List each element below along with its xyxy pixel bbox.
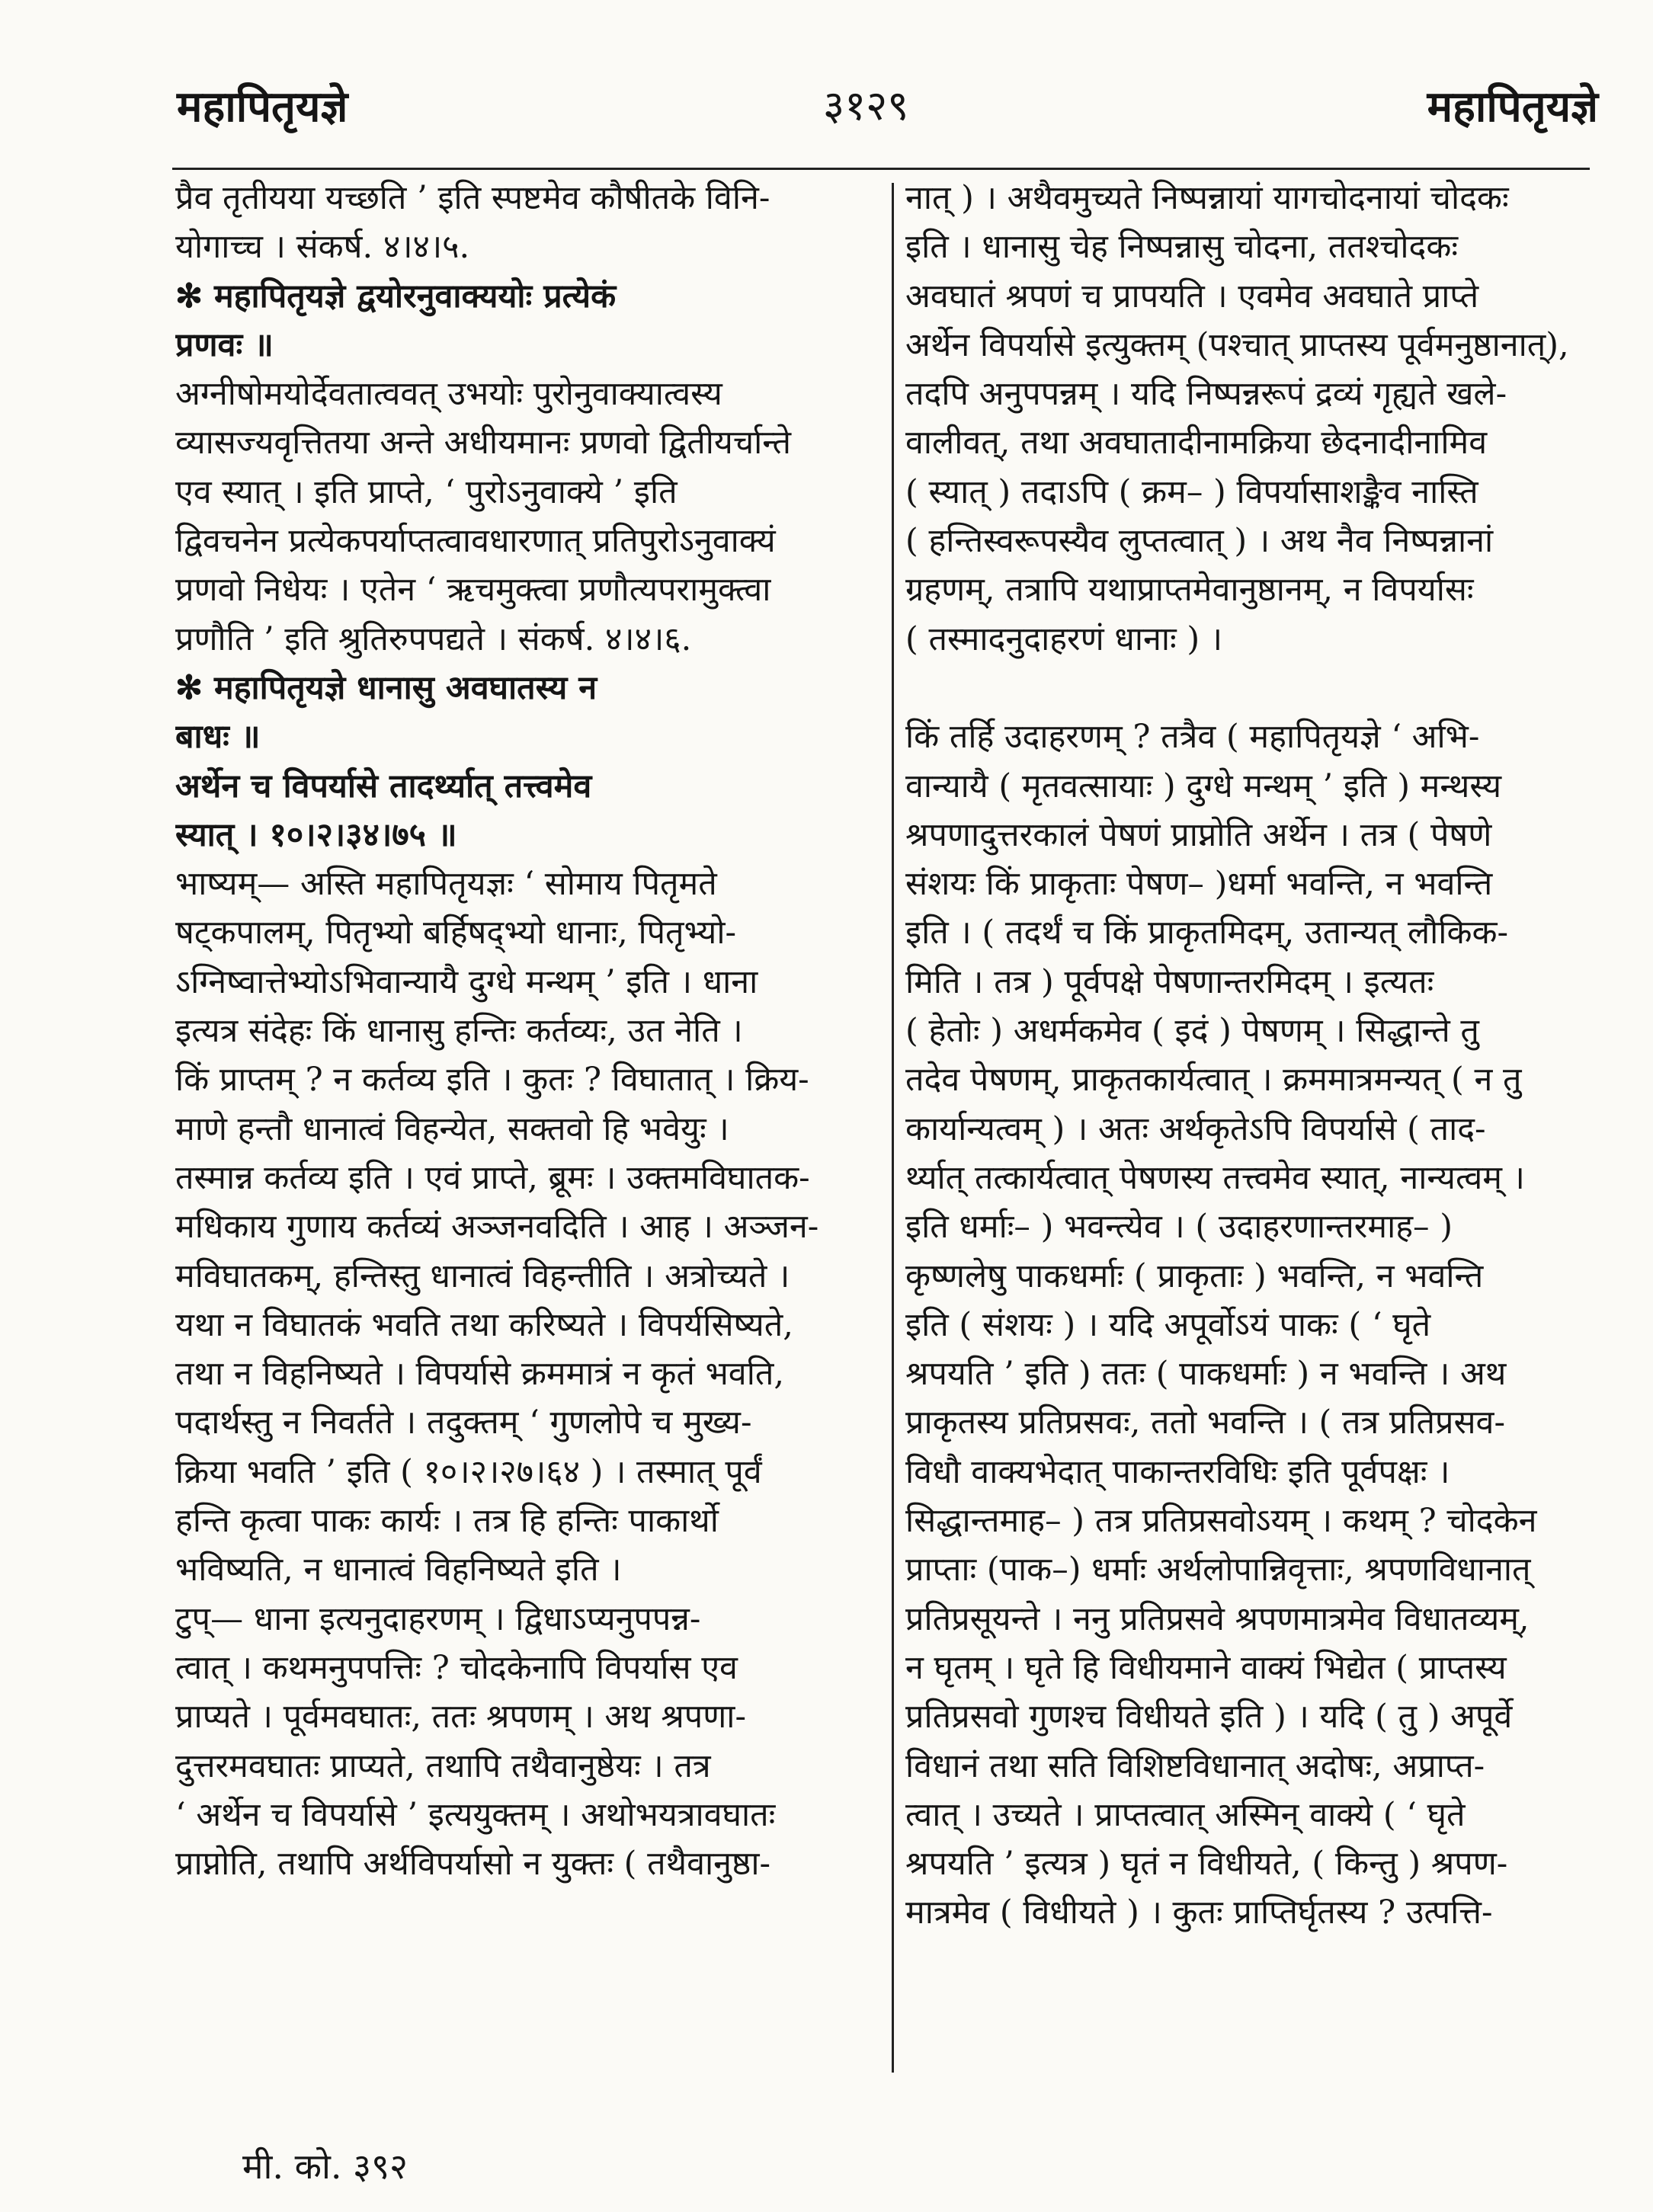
right-column-line: इति । ( तदर्थं च किं प्राकृतमिदम्, उतान्यत् लौकिक- — [905, 914, 1509, 952]
right-column-line: प्रतिप्रसूयन्ते । ननु प्रतिप्रसवे श्रपणमात्रमेव विधातव्यम्, — [905, 1599, 1530, 1638]
right-column-line: ( हेतोः ) अधर्मकमेव ( इदं ) पेषणम् । सिद्धान्ते तु — [905, 1012, 1479, 1051]
left-column-line: ✻ महापितृयज्ञे द्वयोरनुवाक्ययोः प्रत्येकं — [175, 277, 617, 315]
right-column — [905, 174, 1590, 1938]
left-column-line: माणे हन्तौ धानात्वं विहन्येत, सक्तवो हि भवेयुः । — [175, 1109, 729, 1148]
right-column-line: मिति । तत्र ) पूर्वपक्षे पेषणान्तरमिदम् । इत्यतः — [905, 962, 1434, 1001]
left-column-line: प्रणवो निधेयः । एतेन ‘ ऋचमुक्त्वा प्रणौत्यपरामुक्त्वा — [175, 571, 771, 610]
page-number: ३१२९ — [823, 82, 909, 130]
left-column-line: भविष्यति, न धानात्वं विहनिष्यते इति । — [175, 1551, 622, 1589]
right-column-line: श्रपयति ’ इति ) ततः ( पाकधर्माः ) न भवन्ति । अथ — [905, 1355, 1507, 1394]
right-column-line: अवघातं श्रपणं च प्रापयति । एवमेव अवघाते प्राप्ते — [905, 277, 1479, 315]
left-column-line: तस्मान्न कर्तव्य इति । एवं प्राप्ते, ब्रूमः । उक्तमविघातक- — [175, 1158, 810, 1197]
right-column-line: कृष्णलेषु पाकधर्माः ( प्राकृताः ) भवन्ति, न भवन्ति — [905, 1256, 1484, 1295]
left-column-line: ‘ अर्थेन च विपर्यासे ’ इत्ययुक्तम् । अथोभयत्रावघातः — [175, 1795, 776, 1834]
right-column-line: ग्रहणम्, तत्रापि यथाप्राप्तमेवानुष्ठानम्, न विपर्यासः — [905, 571, 1474, 610]
left-column-line: प्राप्यते । पूर्वमवघातः, ततः श्रपणम् । अथ श्रपणा- — [175, 1698, 746, 1737]
left-column-line: प्रणौति ’ इति श्रुतिरुपपद्यते । संकर्ष. ४।४।६. — [175, 619, 692, 658]
left-column-line: एव स्यात् । इति प्राप्ते, ‘ पुरोऽनुवाक्ये ’ इति — [175, 472, 678, 511]
right-column-line: श्रपणादुत्तरकालं पेषणं प्राप्नोति अर्थेन । तत्र ( पेषणे — [905, 815, 1492, 854]
right-column-line: वालीवत्, तथा अवघातादीनामक्रिया छेदनादीनामिव — [905, 424, 1488, 463]
right-column-line: प्रतिप्रसवो गुणश्च विधीयते इति ) । यदि ( तु ) अपूर्वे — [905, 1698, 1513, 1737]
right-column-line: तदपि अनुपपन्नम् । यदि निष्पन्नरूपं द्रव्यं गृह्यते खले- — [905, 375, 1507, 414]
running-header-left: महापितृयज्ञे — [177, 82, 348, 132]
left-column-line: इत्यत्र संदेहः किं धानासु हन्तिः कर्तव्यः, उत नेति । — [175, 1012, 743, 1051]
right-column-line: विधानं तथा सति विशिष्टविधानात् अदोषः, अप्राप्त- — [905, 1746, 1485, 1785]
left-column-line: प्रणवः ॥ — [175, 325, 274, 364]
right-column-line: संशयः किं प्राकृताः पेषण– )धर्मा भवन्ति, न भवन्ति — [905, 865, 1493, 904]
footer-signature: मी. को. ३९२ — [242, 2146, 408, 2187]
right-column-line: ( तस्मादनुदाहरणं धानाः ) । — [905, 619, 1223, 658]
column-divider — [892, 183, 894, 2073]
right-column-line: तदेव पेषणम्, प्राकृतकार्यत्वात् । क्रममात्रमन्यत् ( न तु — [905, 1061, 1522, 1100]
left-column-line: ✻ महापितृयज्ञे धानासु अवघातस्य न — [175, 668, 597, 707]
right-column-line — [905, 664, 1590, 712]
left-column-line: मधिकाय गुणाय कर्तव्यं अञ्जनवदिति । आह । अञ्जन- — [175, 1208, 819, 1247]
right-column-line: नात् ) । अथैवमुच्यते निष्पन्नायां यागचोदनायां चोदकः — [905, 179, 1509, 217]
left-column-line: योगाच्च । संकर्ष. ४।४।५. — [175, 228, 470, 267]
right-column-line: किं तर्हि उदाहरणम् ? तत्रैव ( महापितृयज्ञे ‘ अभि- — [905, 718, 1480, 757]
right-column-line: प्राकृतस्य प्रतिप्रसवः, ततो भवन्ति । ( तत्र प्रतिप्रसव- — [905, 1404, 1505, 1442]
left-column-line: बाधः ॥ — [175, 718, 261, 757]
right-column-line: न घृतम् । घृते हि विधीयमाने वाक्यं भिद्येत ( प्राप्तस्य — [905, 1648, 1507, 1687]
left-column-line: अर्थेन च विपर्यासे तादर्थ्यात् तत्त्वमेव — [175, 767, 592, 805]
right-column-line: प्राप्ताः (पाक–) धर्माः अर्थलोपान्निवृत्ताः, श्रपणविधानात् — [905, 1551, 1531, 1589]
right-column-line: सिद्धान्तमाह– ) तत्र प्रतिप्रसवोऽयम् । कथम् ? चोदकेन — [905, 1502, 1537, 1541]
left-column-line: स्यात् । १०।२।३४।७५ ॥ — [175, 815, 457, 854]
left-column-line: हन्ति कृत्वा पाकः कार्यः । तत्र हि हन्तिः पाकार्थो — [175, 1502, 719, 1541]
right-column-line: कार्यान्यत्वम् ) । अतः अर्थकृतेऽपि विपर्यासे ( ताद- — [905, 1109, 1486, 1148]
running-header-right: महापितृयज्ञे — [1427, 82, 1598, 132]
left-column-line: दुत्तरमवघातः प्राप्यते, तथापि तथैवानुष्ठेयः । तत्र — [175, 1746, 711, 1785]
right-column-line: ( स्यात् ) तदाऽपि ( क्रम– ) विपर्यासाशङ्कैव नास्ति — [905, 472, 1478, 511]
left-column-line: किं प्राप्तम् ? न कर्तव्य इति । कुतः ? विघातात् । क्रिय- — [175, 1061, 809, 1100]
left-column-line: द्विवचनेन प्रत्येकपर्याप्तत्वावधारणात् प्रतिपुरोऽनुवाक्यं — [175, 522, 776, 561]
left-column-line: मविघातकम्, हन्तिस्तु धानात्वं विहन्तीति । अत्रोच्यते । — [175, 1256, 790, 1295]
right-column-line: श्रपयति ’ इत्यत्र ) घृतं न विधीयते, ( किन्तु ) श्रपण- — [905, 1845, 1508, 1884]
left-column-line: षट्कपालम्, पितृभ्यो बर्हिषद्भ्यो धानाः, पितृभ्यो- — [175, 914, 737, 952]
left-column-line: यथा न विघातकं भवति तथा करिष्यते । विपर्यसिष्यते, — [175, 1305, 793, 1344]
right-column-line: त्वात् । उच्यते । प्राप्तत्वात् अस्मिन् वाक्ये ( ‘ घृते — [905, 1795, 1466, 1834]
left-column-line: त्वात् । कथमनुपपत्तिः ? चोदकेनापि विपर्यास एव — [175, 1648, 738, 1687]
right-column-line: इति । धानासु चेह निष्पन्नासु चोदना, ततश्चोदकः — [905, 228, 1459, 267]
right-column-line: र्थ्यात् तत्कार्यत्वात् पेषणस्य तत्त्वमेव स्यात्, नान्यत्वम् । — [905, 1158, 1525, 1197]
left-column-line: प्राप्नोति, तथापि अर्थविपर्यासो न युक्तः ( तथैवानुष्ठा- — [175, 1845, 771, 1884]
left-column-line: व्यासज्यवृत्तितया अन्ते अधीयमानः प्रणवो द्वितीयर्चान्ते — [175, 424, 792, 463]
header-rule — [172, 168, 1590, 170]
left-column-line: पदार्थस्तु न निवर्तते । तदुक्तम् ‘ गुणलोपे च मुख्य- — [175, 1404, 752, 1442]
left-column-line: प्रैव तृतीयया यच्छति ’ इति स्पष्टमेव कौषीतके विनि- — [175, 179, 770, 217]
right-column-line: इति ( संशयः ) । यदि अपूर्वोऽयं पाकः ( ‘ घृते — [905, 1305, 1431, 1344]
right-column-line: इति धर्माः– ) भवन्त्येव । ( उदाहरणान्तरमाह– ) — [905, 1208, 1453, 1247]
left-column-line: भाष्यम्— अस्ति महापितृयज्ञः ‘ सोमाय पितृमते — [175, 865, 717, 904]
left-column-line: तथा न विहनिष्यते । विपर्यासे क्रममात्रं न कृतं भवति, — [175, 1355, 785, 1394]
left-column-line: टुप्— धाना इत्यनुदाहरणम् । द्विधाऽप्यनुपपन्न- — [175, 1599, 701, 1638]
right-column-line: विधौ वाक्यभेदात् पाकान्तरविधिः इति पूर्वपक्षः । — [905, 1452, 1450, 1491]
right-column-line: अर्थेन विपर्यासे इत्युक्तम् (पश्चात् प्राप्तस्य पूर्वमनुष्ठानात्), — [905, 325, 1569, 364]
left-column — [175, 174, 869, 1888]
left-column-line: क्रिया भवति ’ इति ( १०।२।२७।६४ ) । तस्मात् पूर्वं — [175, 1452, 762, 1491]
left-column-line: ऽग्निष्वात्तेभ्योऽभिवान्यायै दुग्धे मन्थम् ’ इति । धाना — [175, 962, 758, 1001]
right-column-line: ( हन्तिस्वरूपस्यैव लुप्तत्वात् ) । अथ नैव निष्पन्नानां — [905, 522, 1494, 561]
right-column-line: मात्रमेव ( विधीयते ) । कुतः प्राप्तिर्घृतस्य ? उत्पत्ति- — [905, 1893, 1493, 1932]
left-column-line: अग्नीषोमयोर्देवतात्ववत् उभयोः पुरोनुवाक्यात्वस्य — [175, 375, 722, 414]
right-column-line: वान्यायै ( मृतवत्सायाः ) दुग्धे मन्थम् ’ इति ) मन्थस्य — [905, 767, 1502, 805]
